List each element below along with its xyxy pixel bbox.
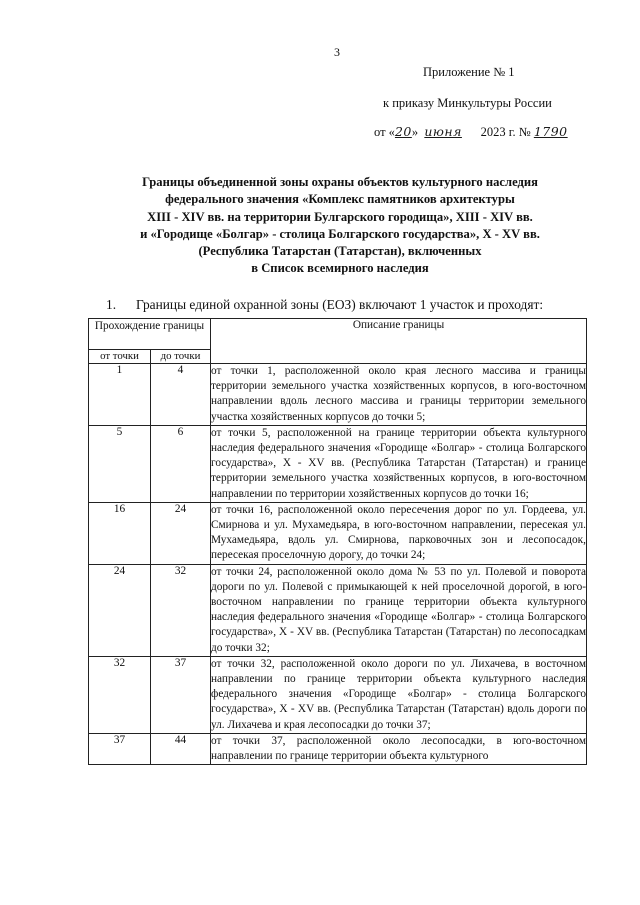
cell-description: от точки 16, расположенной около пересечения дорог по ул. Гордеева, ул. Смирнова и ул. Мухамедьяра, в юго-восточном направлении, пересекая ул. Мухамедьяра, вдоль ул. Смирнова, парковочных зон и лесопосадок, пересекая проселочную дорогу, до точки 24; xyxy=(211,502,587,564)
table-row xyxy=(89,564,587,656)
title-line: XIII - XIV вв. на территории Булгарского городища», XIII - XIV вв. xyxy=(147,209,533,224)
header-description: Описание границы xyxy=(211,319,587,364)
cell-to: 6 xyxy=(151,425,211,502)
title-line: (Республика Татарстан (Татарстан), включенных xyxy=(198,244,482,259)
title-line: Границы объединенной зоны охраны объектов культурного наследия xyxy=(142,175,538,189)
cell-to: 24 xyxy=(151,502,211,564)
title-line: в Список всемирного наследия xyxy=(251,261,429,276)
cell-description: от точки 37, расположенной около лесопосадки, в юго-восточном направлении по границе территории объекта культурного xyxy=(211,733,587,764)
header-group-passage: Прохождение границы xyxy=(89,319,211,350)
title-line: и «Городище «Болгар» - столица Болгарского государства», X - XV вв. xyxy=(140,226,540,241)
table-row xyxy=(89,733,587,764)
appendix-label: Приложение № 1 xyxy=(423,65,515,79)
cell-from: 37 xyxy=(89,733,151,764)
table-row xyxy=(89,502,587,564)
cell-from: 32 xyxy=(89,656,151,733)
cell-from: 24 xyxy=(89,564,151,656)
intro-number: 1. xyxy=(106,297,117,312)
cell-description: от точки 1, расположенной около края лесного массива и границы территории земельного участка хозяйственных корпусов, в юго-восточном направлении вдоль лесного массива и границы территории земельного участка хозяйственных корпусов до точки 5; xyxy=(211,364,587,426)
document-title xyxy=(90,174,590,278)
cell-to: 32 xyxy=(151,564,211,656)
date-year: 2023 г. № xyxy=(480,125,531,139)
boundary-table xyxy=(88,318,587,765)
cell-description: от точки 32, расположенной около дороги по ул. Лихачева, в восточном направлении по границе территории объекта культурного наследия федерального значения «Городище «Болгар» - столица Болгарского государства», X - XV вв. (Республика Татарстан (Татарстан) вдоль дороги по ул. Лихачева и края лесопосадки до точки 37; xyxy=(211,656,587,733)
order-date-line xyxy=(374,124,568,140)
date-month-handwritten: июня xyxy=(424,124,462,139)
cell-to: 37 xyxy=(151,656,211,733)
date-prefix: от « xyxy=(374,125,395,139)
date-day-handwritten: 20 xyxy=(394,124,412,139)
cell-to: 4 xyxy=(151,364,211,426)
date-mid: » xyxy=(411,125,419,139)
cell-description: от точки 5, расположенной на границе территории объекта культурного наследия федерального значения «Городище «Болгар» - столица Болгарского государства», X - XV вв. (Республика Татарстан (Татарстан) и границе территории земельного участка хозяйственных корпусов, в юго-восточном направлении по территории хозяйственных корпусов до точки 16; xyxy=(211,425,587,502)
header-to-point: до точки xyxy=(151,350,211,364)
order-reference: к приказу Минкультуры России xyxy=(383,96,552,110)
cell-to: 44 xyxy=(151,733,211,764)
table-row xyxy=(89,656,587,733)
table-row xyxy=(89,425,587,502)
cell-from: 1 xyxy=(89,364,151,426)
intro-paragraph xyxy=(106,297,543,313)
page-number: 3 xyxy=(334,45,340,59)
title-line: федерального значения «Комплекс памятников архитектуры xyxy=(165,192,515,207)
order-number-handwritten: 1790 xyxy=(533,124,568,139)
cell-description: от точки 24, расположенной около дома № 53 по ул. Полевой и поворота дороги по ул. Полевой с примыкающей к ней проселочной дорогой, в юго-восточном направлении по границе территории объекта культурного наследия федерального значения «Городище «Болгар» - столица Болгарского государства», X - XV вв. (Республика Татарстан (Татарстан) по лесопосадкам до точки 32; xyxy=(211,564,587,656)
header-from-point: от точки xyxy=(89,350,151,364)
intro-text: Границы единой охранной зоны (ЕОЗ) включают 1 участок и проходят: xyxy=(136,297,544,312)
cell-from: 5 xyxy=(89,425,151,502)
cell-from: 16 xyxy=(89,502,151,564)
table-row xyxy=(89,364,587,426)
